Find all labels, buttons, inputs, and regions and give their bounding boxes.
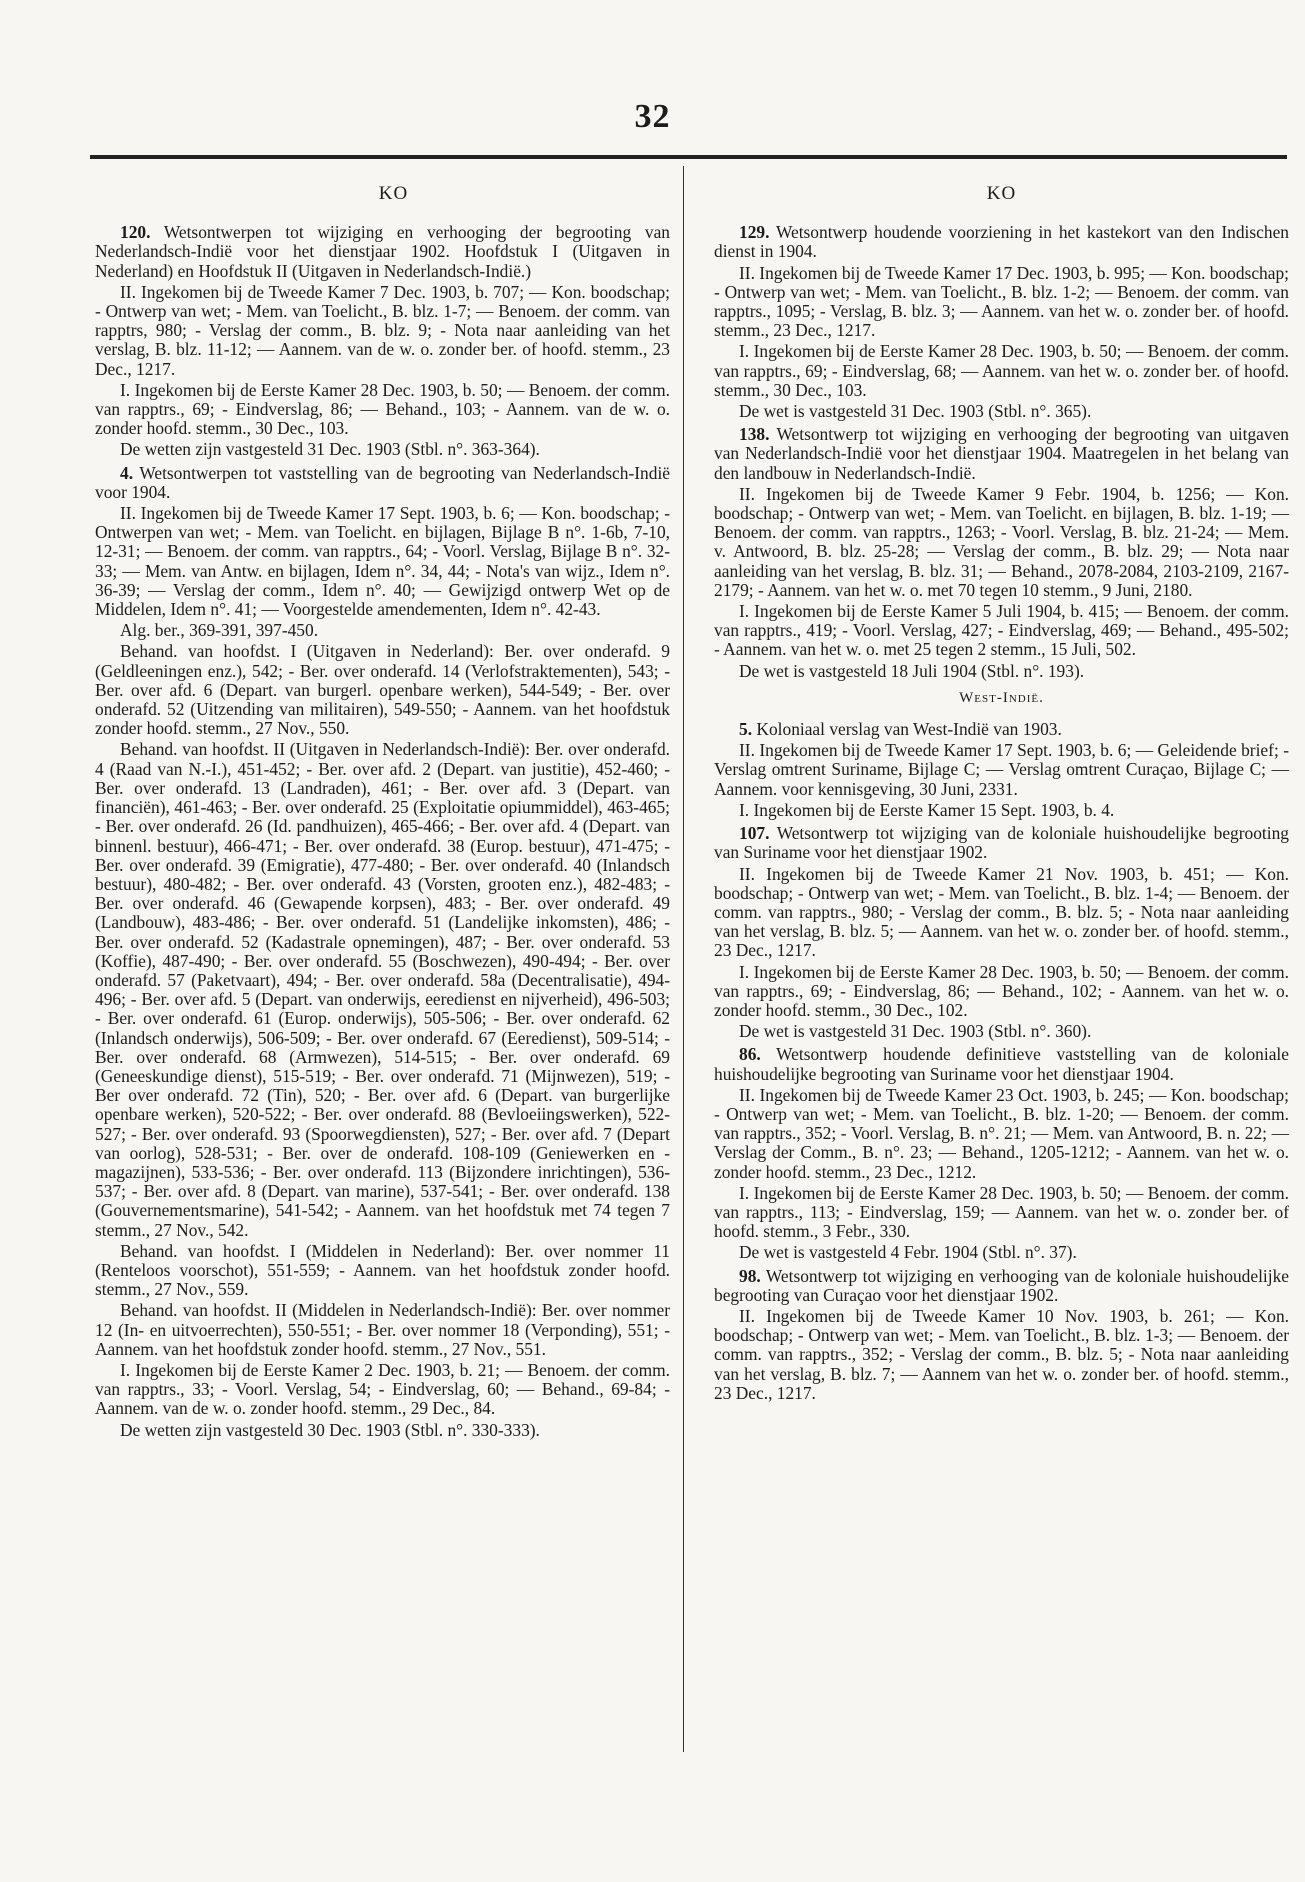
paragraph-text: Wetsontwerpen tot wijziging en verhooging der begrooting van Nederlandsch-Indië voor het dienstjaar 1902. Hoofdstuk I (Uitgaven in Nederland) en Hoofdstuk II (Uitgaven in Nederlandsch-Indië.)	[95, 222, 670, 281]
paragraph	[714, 963, 1289, 1021]
entry-number: 129.	[739, 222, 770, 243]
paragraph-text: Koloniaal verslag van West-Indië van 1903.	[756, 719, 1062, 740]
entry-paragraph	[714, 720, 1289, 739]
paragraph-text: Wetsontwerpen tot vaststelling van de begrooting van Nederlandsch-Indië voor 1904.	[95, 462, 670, 502]
paragraph	[95, 1301, 670, 1359]
entry-paragraph	[714, 1045, 1289, 1083]
paragraph-text: II. Ingekomen bij de Tweede Kamer 17 Sept. 1903, b. 6; — Kon. boodschap; - Ontwerpen van wet; - Mem. van Toelicht. en bijlagen, Bijlage B n°. 1-6b, 7-10, 12-31; — Benoem. der comm. van rapptrs., 64; - Voorl. Verslag, Bijlage B n°. 32-33; — Mem. van Antw. en bijlagen, Idem n°. 34, 44; - Nota's van wijz., Idem n°. 36-39; — Verslag der comm., Idem n°. 40; — Gewijzigd ontwerp Wet op de Middelen, Idem n°. 41; — Voorgestelde amendementen, Idem n°. 42-43.	[95, 503, 670, 620]
entry-number: 98.	[739, 1265, 761, 1286]
entry-paragraph	[714, 425, 1289, 483]
left-column-header: KO	[378, 183, 409, 204]
paragraph	[714, 485, 1289, 600]
right-column-body-west-indie	[714, 720, 1289, 1403]
paragraph	[714, 1307, 1289, 1403]
section-heading-west-indie: West-Indië.	[959, 689, 1044, 706]
paragraph-text: De wetten zijn vastgesteld 31 Dec. 1903 (Stbl. n°. 363-364).	[120, 439, 540, 460]
entry-number: 86.	[739, 1044, 761, 1065]
entry-paragraph	[714, 1267, 1289, 1305]
paragraph-text: Wetsontwerp houdende voorziening in het kastekort van den Indischen dienst in 1904.	[714, 222, 1289, 262]
paragraph	[714, 865, 1289, 961]
paragraph-text: Wetsontwerp houdende definitieve vaststelling van de koloniale huishoudelijke begrooting van Suriname voor het dienstjaar 1904.	[714, 1044, 1289, 1084]
paragraph-text: Wetsontwerp tot wijziging van de koloniale huishoudelijke begrooting van Suriname voor het dienstjaar 1902.	[714, 823, 1289, 863]
paragraph	[714, 402, 1289, 421]
right-column	[714, 184, 1289, 1405]
entry-number: 120.	[120, 222, 151, 243]
paragraph	[714, 741, 1289, 799]
left-column-body	[95, 223, 670, 1440]
paragraph	[714, 1022, 1289, 1041]
paragraph-text: Behand. van hoofdst. I (Uitgaven in Nederland): Ber. over onderafd. 9 (Geldleeningen enz.), 542; - Ber. over onderafd. 14 (Verlofstraktementen), 543; - Ber. over afd. 6 (Depart. van burgerl. openbare werken), 544-549; - Ber. over onderafd. 52 (Uitzending van militairen), 549-550; - Aannem. van het hoofdstuk zonder hoofd. stemm., 27 Nov., 550.	[95, 641, 670, 739]
paragraph-text: II. Ingekomen bij de Tweede Kamer 9 Febr. 1904, b. 1256; — Kon. boodschap; - Ontwerp van wet; - Mem. van Toelicht. en bijlagen, B. blz. 1-19; — Benoem. der comm. van rapptrs., 1263; - Voorl. Verslag, B. blz. 21-24; — Mem. v. Antwoord, B. blz. 25-28; — Verslag der comm., B. blz. 29; — Nota naar aanleiding van het verslag, B. blz. 31; — Behand., 2078-2084, 2103-2109, 2167-2179; - Aannem. van het w. o. met 70 tegen 10 stemm., 9 Juni, 2180.	[714, 483, 1289, 600]
entry-number: 138.	[739, 424, 770, 445]
paragraph-text: I. Ingekomen bij de Eerste Kamer 2 Dec. 1903, b. 21; — Benoem. der comm. van rapptrs., 33; - Voorl. Verslag, 54; - Eindverslag, 60; — Behand., 69-84; - Aannem. van de w. o. zonder hoofd. stemm., 29 Dec., 84.	[95, 1359, 670, 1419]
paragraph-text: I. Ingekomen bij de Eerste Kamer 5 Juli 1904, b. 415; — Benoem. der comm. van rapptrs., 419; - Voorl. Verslag, 427; - Eindverslag, 469; — Behand., 495-502; - Aannem. van het w. o. met 25 tegen 2 stemm., 15 Juli, 502.	[714, 601, 1289, 660]
entry-number: 107.	[739, 823, 770, 844]
paragraph	[95, 283, 670, 379]
paragraph	[95, 381, 670, 439]
paragraph	[714, 662, 1289, 681]
paragraph	[714, 264, 1289, 341]
paragraph	[714, 602, 1289, 660]
paragraph-text: I. Ingekomen bij de Eerste Kamer 15 Sept. 1903, b. 4.	[739, 799, 1115, 820]
paragraph-text: Behand. van hoofdst. II (Uitgaven in Nederlandsch-Indië): Ber. over onderafd. 4 (Raad van N.-I.), 451-452; - Ber. over afd. 2 (Depart. van justitie), 452-460; - Ber. over onderafd. 13 (Landraden), 461; - Ber. over afd. 3 (Depart. van financiën), 461-463; - Ber. over onderafd. 25 (Exploitatie opiummiddel), 463-465; - Ber. over onderafd. 26 (Id. pandhuizen), 465-466; - Ber. over afd. 4 (Depart. van binnenl. bestuur), 466-471; - Ber. over onderafd. 38 (Europ. bestuur), 471-475; - Ber. over onderafd. 39 (Emigratie), 477-480; - Ber. over onderafd. 40 (Inlandsch bestuur), 480-482; - Ber. over onderafd. 43 (Vorsten, grooten enz.), 482-483; - Ber. over onderafd. 46 (Gewapende korpsen), 483; - Ber. over onderafd. 49 (Landbouw), 483-486; - Ber. over onderafd. 51 (Landelijke inkomsten), 486; - Ber. over onderafd. 52 (Kadastrale opnemingen), 487; - Ber. over onderafd. 53 (Koffie), 487-490; - Ber. over onderafd. 55 (Boschwezen), 490-494; - Ber. over onderafd. 57 (Paketvaart), 494; - Ber. over onderafd. 58a (Decentralisatie), 494-496; - Ber. over afd. 5 (Depart. van onderwijs, eeredienst en nijverheid), 496-503; - Ber. over onderafd. 61 (Europ. onderwijs), 505-506; - Ber. over onderafd. 62 (Inlandsch onderwijs), 506-509; - Ber. over onderafd. 67 (Eeredienst), 509-514; - Ber. over onderafd. 68 (Armwezen), 514-515; - Ber. over onderafd. 69 (Geneeskundige dienst), 515-519; - Ber. over onderafd. 71 (Mijnwezen), 519; - Ber over onderafd. 72 (Tin), 520; - Ber. over afd. 6 (Depart. van burgerlijke openbare werken), 520-522; - Ber. over onderafd. 88 (Bevloeiingswerken), 522-527; - Ber. over onderafd. 93 (Spoorwegdiensten), 527; - Ber. over afd. 7 (Depart van oorlog), 528-531; - Ber. over de onderafd. 108-109 (Geniewerken en -magazijnen), 533-536; - Ber. over onderafd. 113 (Bijzondere inrichtingen), 536-537; - Ber. over afd. 8 (Depart. van marine), 537-541; - Ber. over onderafd. 138 (Gouvernementsmarine), 541-542; - Aannem. van het hoofdstuk met 74 tegen 7 stemm., 27 Nov., 542.	[95, 739, 670, 1240]
entry-paragraph	[95, 464, 670, 502]
left-column	[95, 184, 670, 1442]
paragraph-text: I. Ingekomen bij de Eerste Kamer 28 Dec. 1903, b. 50; — Benoem. der comm. van rapptrs., 113; - Eindverslag, 159; — Aannem. van het w. o. zonder ber. of hoofd. stemm., 3 Febr., 330.	[714, 1182, 1289, 1242]
paragraph-text: II. Ingekomen bij de Tweede Kamer 17 Sept. 1903, b. 6; — Geleidende brief; - Verslag omtrent Suriname, Bijlage C; — Verslag omtrent Curaçao, Bijlage C; — Aannem. voor kennisgeving, 30 Juni, 2331.	[714, 740, 1289, 799]
paragraph	[714, 1184, 1289, 1242]
paragraph	[95, 1361, 670, 1419]
paragraph-text: Alg. ber., 369-391, 397-450.	[120, 620, 319, 641]
paragraph	[714, 1086, 1289, 1182]
paragraph-text: Wetsontwerp tot wijziging en verhooging der begrooting van uitgaven van Nederlandsch-Indië voor het dienstjaar 1904. Maatregelen in het belang van den landbouw in Nederlandsch-Indië.	[714, 424, 1289, 483]
paragraph-text: II. Ingekomen bij de Tweede Kamer 17 Dec. 1903, b. 995; — Kon. boodschap; - Ontwerp van wet; - Mem. van Toelicht., B. blz. 1-2; — Benoem. der comm. van rapptrs., 1095; - Verslag, B. blz. 3; — Aannem. van het w. o. zonder ber. of hoofd. stemm., 23 Dec., 1217.	[714, 262, 1289, 341]
paragraph	[95, 1421, 670, 1440]
column-divider	[683, 166, 684, 1752]
paragraph-text: II. Ingekomen bij de Tweede Kamer 23 Oct. 1903, b. 245; — Kon. boodschap; - Ontwerp van wet; - Mem. van Toelicht., B. blz. 1-20; — Benoem. der comm. van rapptrs., 352; - Voorl. Verslag, B. n°. 21; — Mem. van Antwoord, B. n. 22; — Verslag der Comm., B. n°. 23; — Behand., 1205-1212; - Aannem. van het w. o. zonder hoofd. stemm., 23 Dec., 1212.	[714, 1084, 1289, 1182]
paragraph-text: II. Ingekomen bij de Tweede Kamer 21 Nov. 1903, b. 451; — Kon. boodschap; - Ontwerp van wet; - Mem. van Toelicht., B. blz. 1-4; — Benoem. der comm. van rapptrs., 980; - Verslag der comm., B. blz. 5; - Nota naar aanleiding van het verslag, B. blz. 5; — Aannem. van het w. o. zonder ber. of hoofd. stemm., 23 Dec., 1217.	[714, 863, 1289, 961]
paragraph-text: I. Ingekomen bij de Eerste Kamer 28 Dec. 1903, b. 50; — Benoem. der comm. van rapptrs., 69; - Eindverslag, 86; — Behand., 102; - Aannem. van het w. o. zonder hoofd. stemm., 30 Dec., 102.	[714, 961, 1289, 1020]
entry-number: 5.	[739, 719, 753, 740]
paragraph-text: I. Ingekomen bij de Eerste Kamer 28 Dec. 1903, b. 50; — Benoem. der comm. van rapptrs., 69; - Eindverslag, 68; — Aannem. van het w. o. zonder ber. of hoofd. stemm., 30 Dec., 103.	[714, 341, 1289, 400]
paragraph	[714, 342, 1289, 400]
paragraph	[95, 504, 670, 619]
paragraph	[714, 801, 1289, 820]
page-number: 32	[634, 98, 671, 135]
paragraph-text: De wet is vastgesteld 31 Dec. 1903 (Stbl. n°. 360).	[739, 1021, 1092, 1042]
paragraph-text: De wet is vastgesteld 18 Juli 1904 (Stbl. n°. 193).	[739, 660, 1085, 681]
paragraph-text: II. Ingekomen bij de Tweede Kamer 10 Nov. 1903, b. 261; — Kon. boodschap; - Ontwerp van wet; - Mem. van Toelicht., B. blz. 1-3; — Benoem. der comm. van rapptrs., 352; - Verslag der comm., B. blz. 5; - Nota naar aanleiding van het verslag, B. blz. 7; — Aannem van het w. o. zonder ber. of hoofd. stemm., 23 Dec., 1217.	[714, 1305, 1289, 1403]
paragraph-text: De wet is vastgesteld 4 Febr. 1904 (Stbl. n°. 37).	[739, 1242, 1077, 1263]
paragraph	[95, 740, 670, 1239]
paragraph-text: De wet is vastgesteld 31 Dec. 1903 (Stbl. n°. 365).	[739, 401, 1092, 422]
entry-paragraph	[95, 223, 670, 281]
paragraph-text: Behand. van hoofdst. I (Middelen in Nederland): Ber. over nommer 11 (Renteloos voorschot), 551-559; - Aannem. van het hoofdstuk zonder hoofd. stemm., 27 Nov., 559.	[95, 1240, 670, 1300]
paragraph	[95, 621, 670, 640]
right-column-body-kolonien	[714, 223, 1289, 681]
entry-number: 4.	[120, 462, 134, 483]
paragraph-text: I. Ingekomen bij de Eerste Kamer 28 Dec. 1903, b. 50; — Benoem. der comm. van rapptrs., 69; - Eindverslag, 86; — Behand., 103; - Aannem. van de w. o. zonder hoofd. stemm., 30 Dec., 103.	[95, 379, 670, 439]
paragraph-text: II. Ingekomen bij de Tweede Kamer 7 Dec. 1903, b. 707; — Kon. boodschap; - Ontwerp van wet; - Mem. van Toelicht., B. blz. 1-7; — Benoem. der comm. van rapptrs, 980; - Verslag der comm., B. blz. 9; - Nota naar aanleiding van het verslag, B. blz. 11-12; — Aannem. van de w. o. zonder ber. of hoofd. stemm., 23 Dec., 1217.	[95, 281, 670, 379]
paragraph	[95, 440, 670, 459]
paragraph	[95, 1242, 670, 1300]
paragraph-text: Wetsontwerp tot wijziging en verhooging van de koloniale huishoudelijke begrooting van Curaçao voor het dienstjaar 1902.	[714, 1265, 1289, 1305]
paragraph	[95, 642, 670, 738]
right-column-header: KO	[986, 183, 1017, 204]
paragraph-text: Behand. van hoofdst. II (Middelen in Nederlandsch-Indië): Ber. over nommer 12 (In- en uitvoerrechten), 550-551; - Ber. over nommer 18 (Verponding), 551; - Aannem. van het hoofdstuk zonder hoofd. stemm., 27 Nov., 551.	[95, 1300, 670, 1359]
top-rule	[90, 155, 1287, 159]
entry-paragraph	[714, 824, 1289, 862]
entry-paragraph	[714, 223, 1289, 261]
paragraph-text: De wetten zijn vastgesteld 30 Dec. 1903 (Stbl. n°. 330-333).	[120, 1419, 540, 1440]
paragraph	[714, 1243, 1289, 1262]
